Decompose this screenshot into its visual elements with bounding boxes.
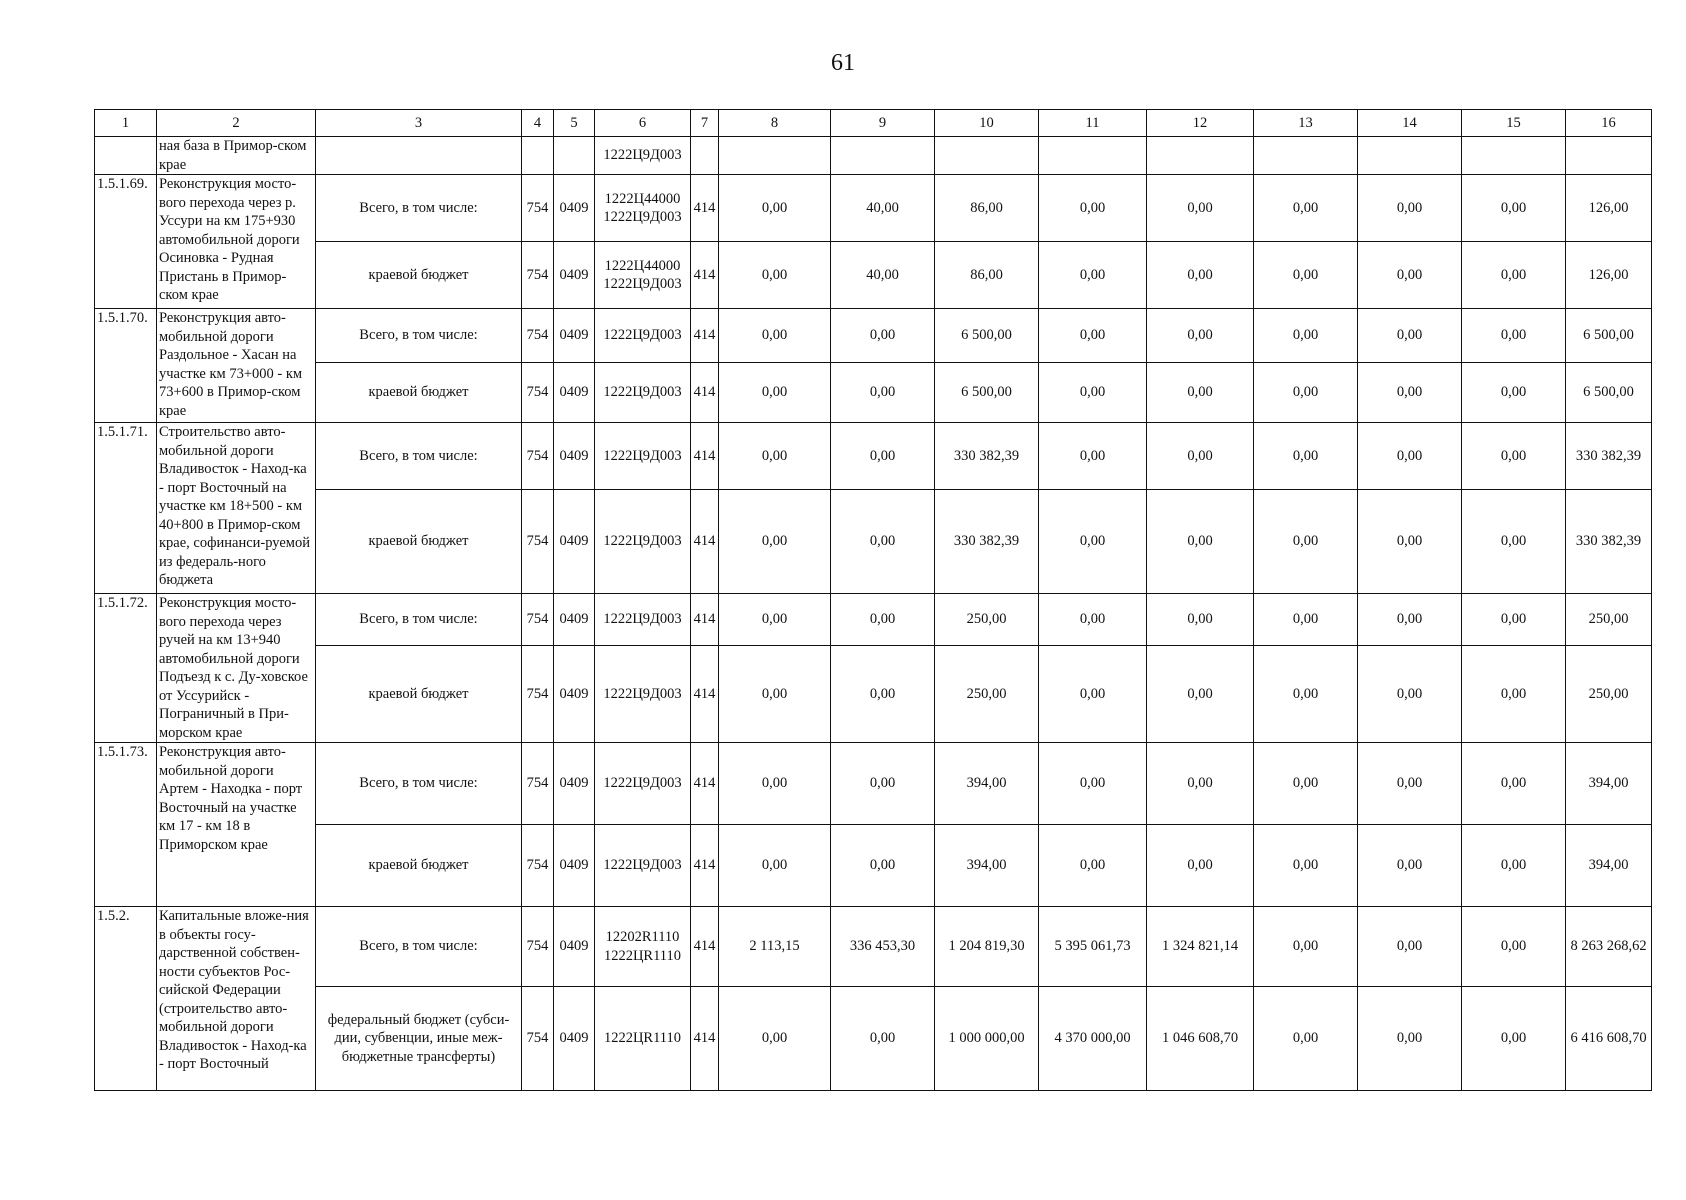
- item-name-cell: Реконструкция мосто-вого перехода через ручей на км 13+940 автомобильной дороги Подъезд к с. Ду-ховское от Уссурийск - Пограничный в При-морском крае: [157, 594, 316, 743]
- value-cell: 0,00: [1039, 175, 1147, 242]
- value-cell: 0,00: [831, 646, 935, 743]
- grbs-cell: 754: [522, 423, 554, 490]
- column-header: 16: [1566, 110, 1652, 137]
- table-row: [95, 646, 1652, 743]
- vr-cell: 414: [691, 363, 719, 423]
- value-cell: 0,00: [1254, 594, 1358, 646]
- value-cell: 0,00: [1462, 907, 1566, 987]
- value-cell: 0,00: [1039, 309, 1147, 363]
- value-cell: 0,00: [719, 743, 831, 825]
- value-cell: 0,00: [1039, 743, 1147, 825]
- csr-cell: 1222Ц9Д003: [595, 137, 691, 175]
- column-header: 13: [1254, 110, 1358, 137]
- table-row: [95, 242, 1652, 309]
- csr-code: 1222Ц9Д003: [603, 533, 682, 550]
- value-cell: 0,00: [1254, 987, 1358, 1091]
- value-cell: 0,00: [1039, 646, 1147, 743]
- value-cell: [935, 137, 1039, 175]
- value-cell: 6 500,00: [1566, 363, 1652, 423]
- source-cell: Всего, в том числе:: [316, 309, 522, 363]
- column-header: 2: [157, 110, 316, 137]
- vr-cell: 414: [691, 594, 719, 646]
- column-header: 1: [95, 110, 157, 137]
- grbs-cell: 754: [522, 490, 554, 594]
- rzpr-cell: 0409: [554, 423, 595, 490]
- value-cell: 8 263 268,62: [1566, 907, 1652, 987]
- value-cell: 0,00: [1462, 423, 1566, 490]
- value-cell: 0,00: [831, 309, 935, 363]
- value-cell: 0,00: [719, 363, 831, 423]
- vr-cell: 414: [691, 423, 719, 490]
- grbs-cell: 754: [522, 825, 554, 907]
- rzpr-cell: 0409: [554, 309, 595, 363]
- value-cell: 0,00: [1254, 646, 1358, 743]
- value-cell: 0,00: [719, 175, 831, 242]
- csr-code: 1222Ц9Д003: [603, 209, 682, 225]
- value-cell: 0,00: [1039, 242, 1147, 309]
- value-cell: 0,00: [1039, 594, 1147, 646]
- value-cell: 0,00: [1358, 907, 1462, 987]
- rzpr-cell: [554, 137, 595, 175]
- rzpr-cell: 0409: [554, 594, 595, 646]
- column-header: 7: [691, 110, 719, 137]
- source-cell: краевой бюджет: [316, 490, 522, 594]
- csr-code: 1222Ц9Д003: [603, 611, 682, 628]
- value-cell: 0,00: [1147, 363, 1254, 423]
- item-number-cell: 1.5.1.70.: [95, 309, 157, 423]
- table-row: [95, 825, 1652, 907]
- column-header: 12: [1147, 110, 1254, 137]
- grbs-cell: 754: [522, 646, 554, 743]
- item-number-cell: [95, 137, 157, 175]
- csr-code: 1222Ц9Д003: [603, 857, 682, 874]
- vr-cell: 414: [691, 242, 719, 309]
- value-cell: 40,00: [831, 175, 935, 242]
- source-cell: краевой бюджет: [316, 363, 522, 423]
- vr-cell: 414: [691, 646, 719, 743]
- value-cell: 0,00: [719, 594, 831, 646]
- item-name-cell: Реконструкция авто-мобильной дороги Артем - Находка - порт Восточный на участке км 17 - км 18 в Приморском крае: [157, 743, 316, 907]
- value-cell: 86,00: [935, 242, 1039, 309]
- source-cell: Всего, в том числе:: [316, 423, 522, 490]
- column-header: 4: [522, 110, 554, 137]
- value-cell: 394,00: [935, 743, 1039, 825]
- value-cell: 0,00: [1358, 646, 1462, 743]
- value-cell: 0,00: [1254, 907, 1358, 987]
- value-cell: 0,00: [719, 309, 831, 363]
- value-cell: 0,00: [831, 825, 935, 907]
- value-cell: 0,00: [1254, 363, 1358, 423]
- value-cell: [1566, 137, 1652, 175]
- table-body: [95, 110, 1652, 1091]
- value-cell: 330 382,39: [1566, 490, 1652, 594]
- rzpr-cell: 0409: [554, 646, 595, 743]
- item-number-cell: 1.5.1.69.: [95, 175, 157, 309]
- value-cell: 394,00: [1566, 825, 1652, 907]
- value-cell: 0,00: [719, 825, 831, 907]
- source-cell: краевой бюджет: [316, 646, 522, 743]
- table-row: [95, 594, 1652, 646]
- value-cell: [1358, 137, 1462, 175]
- csr-code: 1222ЦR1110: [603, 947, 682, 964]
- value-cell: 0,00: [1039, 490, 1147, 594]
- value-cell: 0,00: [1147, 423, 1254, 490]
- value-cell: 0,00: [831, 423, 935, 490]
- rzpr-cell: 0409: [554, 242, 595, 309]
- vr-cell: 414: [691, 490, 719, 594]
- value-cell: 6 500,00: [935, 363, 1039, 423]
- column-header: 10: [935, 110, 1039, 137]
- value-cell: 394,00: [935, 825, 1039, 907]
- value-cell: 86,00: [935, 175, 1039, 242]
- value-cell: 0,00: [1462, 309, 1566, 363]
- source-cell: Всего, в том числе:: [316, 743, 522, 825]
- value-cell: 0,00: [1254, 423, 1358, 490]
- vr-cell: 414: [691, 743, 719, 825]
- item-name-cell: Реконструкция мосто-вого перехода через р. Уссури на км 175+930 автомобильной дороги Осиновка - Рудная Пристань в Примор-ском крае: [157, 175, 316, 309]
- rzpr-cell: 0409: [554, 825, 595, 907]
- csr-cell: [595, 907, 691, 987]
- value-cell: [1462, 137, 1566, 175]
- csr-cell: [595, 309, 691, 363]
- item-name-cell: Капитальные вложе-ния в объекты госу-дарственной собствен-ности субъектов Рос-сийской Федерации (строительство авто-мобильной дороги Владивосток - Наход-ка - порт Восточный: [157, 907, 316, 1091]
- value-cell: 126,00: [1566, 175, 1652, 242]
- grbs-cell: 754: [522, 309, 554, 363]
- source-cell: федеральный бюджет (субси-дии, субвенции, иные меж-бюджетные трансферты): [316, 987, 522, 1091]
- column-header: 6: [595, 110, 691, 137]
- value-cell: 0,00: [1462, 363, 1566, 423]
- value-cell: 1 000 000,00: [935, 987, 1039, 1091]
- value-cell: 126,00: [1566, 242, 1652, 309]
- value-cell: 1 046 608,70: [1147, 987, 1254, 1091]
- grbs-cell: [522, 137, 554, 175]
- value-cell: 0,00: [831, 490, 935, 594]
- value-cell: 0,00: [1358, 594, 1462, 646]
- value-cell: 0,00: [1462, 743, 1566, 825]
- value-cell: 0,00: [1147, 490, 1254, 594]
- header-row: [95, 110, 1652, 137]
- value-cell: 6 500,00: [1566, 309, 1652, 363]
- value-cell: 0,00: [1462, 646, 1566, 743]
- value-cell: [831, 137, 935, 175]
- value-cell: 0,00: [1358, 309, 1462, 363]
- value-cell: 0,00: [1039, 423, 1147, 490]
- value-cell: 6 416 608,70: [1566, 987, 1652, 1091]
- value-cell: 0,00: [1147, 242, 1254, 309]
- value-cell: 0,00: [1358, 743, 1462, 825]
- page-number: 61: [831, 50, 855, 76]
- value-cell: 0,00: [719, 490, 831, 594]
- table-row: [95, 175, 1652, 242]
- value-cell: [1039, 137, 1147, 175]
- rzpr-cell: 0409: [554, 987, 595, 1091]
- csr-code: 12202R1110: [605, 929, 680, 945]
- vr-cell: 414: [691, 825, 719, 907]
- value-cell: 0,00: [1254, 175, 1358, 242]
- vr-cell: [691, 137, 719, 175]
- value-cell: 250,00: [935, 594, 1039, 646]
- csr-code: 1222Ц44000: [604, 190, 681, 207]
- value-cell: 0,00: [719, 646, 831, 743]
- value-cell: 0,00: [719, 242, 831, 309]
- table-row: [95, 423, 1652, 490]
- grbs-cell: 754: [522, 363, 554, 423]
- column-header: 11: [1039, 110, 1147, 137]
- value-cell: 0,00: [1254, 825, 1358, 907]
- value-cell: 0,00: [1462, 242, 1566, 309]
- csr-cell: [595, 646, 691, 743]
- source-cell: краевой бюджет: [316, 242, 522, 309]
- value-cell: 0,00: [1147, 743, 1254, 825]
- value-cell: 0,00: [1358, 242, 1462, 309]
- csr-cell: [595, 743, 691, 825]
- grbs-cell: 754: [522, 907, 554, 987]
- value-cell: 4 370 000,00: [1039, 987, 1147, 1091]
- table-row: [95, 309, 1652, 363]
- table-row: [95, 363, 1652, 423]
- source-cell: Всего, в том числе:: [316, 594, 522, 646]
- item-name-cell: Реконструкция авто-мобильной дороги Раздольное - Хасан на участке км 73+000 - км 73+600 в Примор-ском крае: [157, 309, 316, 423]
- value-cell: 0,00: [1039, 363, 1147, 423]
- rzpr-cell: 0409: [554, 490, 595, 594]
- rzpr-cell: 0409: [554, 743, 595, 825]
- value-cell: 6 500,00: [935, 309, 1039, 363]
- item-name-cell: Строительство авто-мобильной дороги Владивосток - Наход-ка - порт Восточный на участке км 18+500 - км 40+800 в Примор-ском крае, софинанси-руемой из федераль-ного бюджета: [157, 423, 316, 594]
- table-row: [95, 907, 1652, 987]
- value-cell: 250,00: [1566, 594, 1652, 646]
- value-cell: 0,00: [831, 987, 935, 1091]
- value-cell: 0,00: [1462, 490, 1566, 594]
- source-cell: Всего, в том числе:: [316, 175, 522, 242]
- value-cell: 0,00: [1462, 175, 1566, 242]
- value-cell: 0,00: [1039, 825, 1147, 907]
- grbs-cell: 754: [522, 175, 554, 242]
- csr-cell: [595, 363, 691, 423]
- value-cell: 0,00: [719, 987, 831, 1091]
- vr-cell: 414: [691, 309, 719, 363]
- table-row: [95, 490, 1652, 594]
- value-cell: 0,00: [831, 363, 935, 423]
- rzpr-cell: 0409: [554, 175, 595, 242]
- source-cell: [316, 137, 522, 175]
- item-number-cell: 1.5.1.72.: [95, 594, 157, 743]
- vr-cell: 414: [691, 907, 719, 987]
- vr-cell: 414: [691, 987, 719, 1091]
- csr-cell: [595, 423, 691, 490]
- value-cell: [719, 137, 831, 175]
- value-cell: 0,00: [831, 594, 935, 646]
- value-cell: 0,00: [1147, 309, 1254, 363]
- value-cell: 2 113,15: [719, 907, 831, 987]
- rzpr-cell: 0409: [554, 907, 595, 987]
- value-cell: 0,00: [1147, 646, 1254, 743]
- value-cell: 0,00: [1358, 490, 1462, 594]
- value-cell: 0,00: [1254, 743, 1358, 825]
- item-number-cell: 1.5.1.73.: [95, 743, 157, 907]
- csr-code: 1222Ц9Д003: [603, 775, 682, 792]
- csr-cell: [595, 594, 691, 646]
- column-header: 8: [719, 110, 831, 137]
- value-cell: 0,00: [719, 423, 831, 490]
- value-cell: 0,00: [1147, 825, 1254, 907]
- csr-code: 1222Ц9Д003: [603, 447, 682, 464]
- value-cell: 330 382,39: [1566, 423, 1652, 490]
- value-cell: 1 204 819,30: [935, 907, 1039, 987]
- source-cell: Всего, в том числе:: [316, 907, 522, 987]
- value-cell: 1 324 821,14: [1147, 907, 1254, 987]
- value-cell: 336 453,30: [831, 907, 935, 987]
- table-row: [95, 743, 1652, 825]
- rzpr-cell: 0409: [554, 363, 595, 423]
- value-cell: 250,00: [935, 646, 1039, 743]
- value-cell: 394,00: [1566, 743, 1652, 825]
- value-cell: 0,00: [1147, 175, 1254, 242]
- item-number-cell: 1.5.1.71.: [95, 423, 157, 594]
- value-cell: [1254, 137, 1358, 175]
- grbs-cell: 754: [522, 743, 554, 825]
- column-header: 15: [1462, 110, 1566, 137]
- csr-cell: [595, 175, 691, 242]
- value-cell: 330 382,39: [935, 490, 1039, 594]
- grbs-cell: 754: [522, 987, 554, 1091]
- value-cell: 330 382,39: [935, 423, 1039, 490]
- csr-code: 1222Ц44000: [604, 257, 681, 274]
- item-number-cell: 1.5.2.: [95, 907, 157, 1091]
- item-name-cell: ная база в Примор-ском крае: [157, 137, 316, 175]
- value-cell: [1147, 137, 1254, 175]
- csr-code: 1222Ц9Д003: [603, 384, 682, 401]
- value-cell: 0,00: [1358, 363, 1462, 423]
- value-cell: 0,00: [1254, 242, 1358, 309]
- csr-cell: [595, 490, 691, 594]
- value-cell: 0,00: [1358, 825, 1462, 907]
- value-cell: 0,00: [1147, 594, 1254, 646]
- value-cell: 0,00: [1254, 309, 1358, 363]
- value-cell: 40,00: [831, 242, 935, 309]
- csr-code: 1222Ц9Д003: [603, 276, 682, 292]
- column-header: 14: [1358, 110, 1462, 137]
- continuation-row: [95, 137, 1652, 175]
- table-row: [95, 987, 1652, 1091]
- column-header: 3: [316, 110, 522, 137]
- csr-code: 1222Ц9Д003: [603, 327, 682, 344]
- csr-code: 1222Ц9Д003: [603, 685, 682, 702]
- csr-cell: [595, 242, 691, 309]
- value-cell: 0,00: [1358, 987, 1462, 1091]
- value-cell: 0,00: [1358, 423, 1462, 490]
- column-header: 9: [831, 110, 935, 137]
- column-header: 5: [554, 110, 595, 137]
- value-cell: 0,00: [1462, 987, 1566, 1091]
- value-cell: 0,00: [1462, 825, 1566, 907]
- source-cell: краевой бюджет: [316, 825, 522, 907]
- csr-cell: [595, 825, 691, 907]
- value-cell: 0,00: [1358, 175, 1462, 242]
- csr-code: 1222ЦR1110: [603, 1030, 682, 1047]
- value-cell: 5 395 061,73: [1039, 907, 1147, 987]
- value-cell: 0,00: [1254, 490, 1358, 594]
- budget-table: [94, 109, 1652, 1091]
- value-cell: 0,00: [1462, 594, 1566, 646]
- vr-cell: 414: [691, 175, 719, 242]
- csr-cell: [595, 987, 691, 1091]
- value-cell: 250,00: [1566, 646, 1652, 743]
- grbs-cell: 754: [522, 242, 554, 309]
- value-cell: 0,00: [831, 743, 935, 825]
- grbs-cell: 754: [522, 594, 554, 646]
